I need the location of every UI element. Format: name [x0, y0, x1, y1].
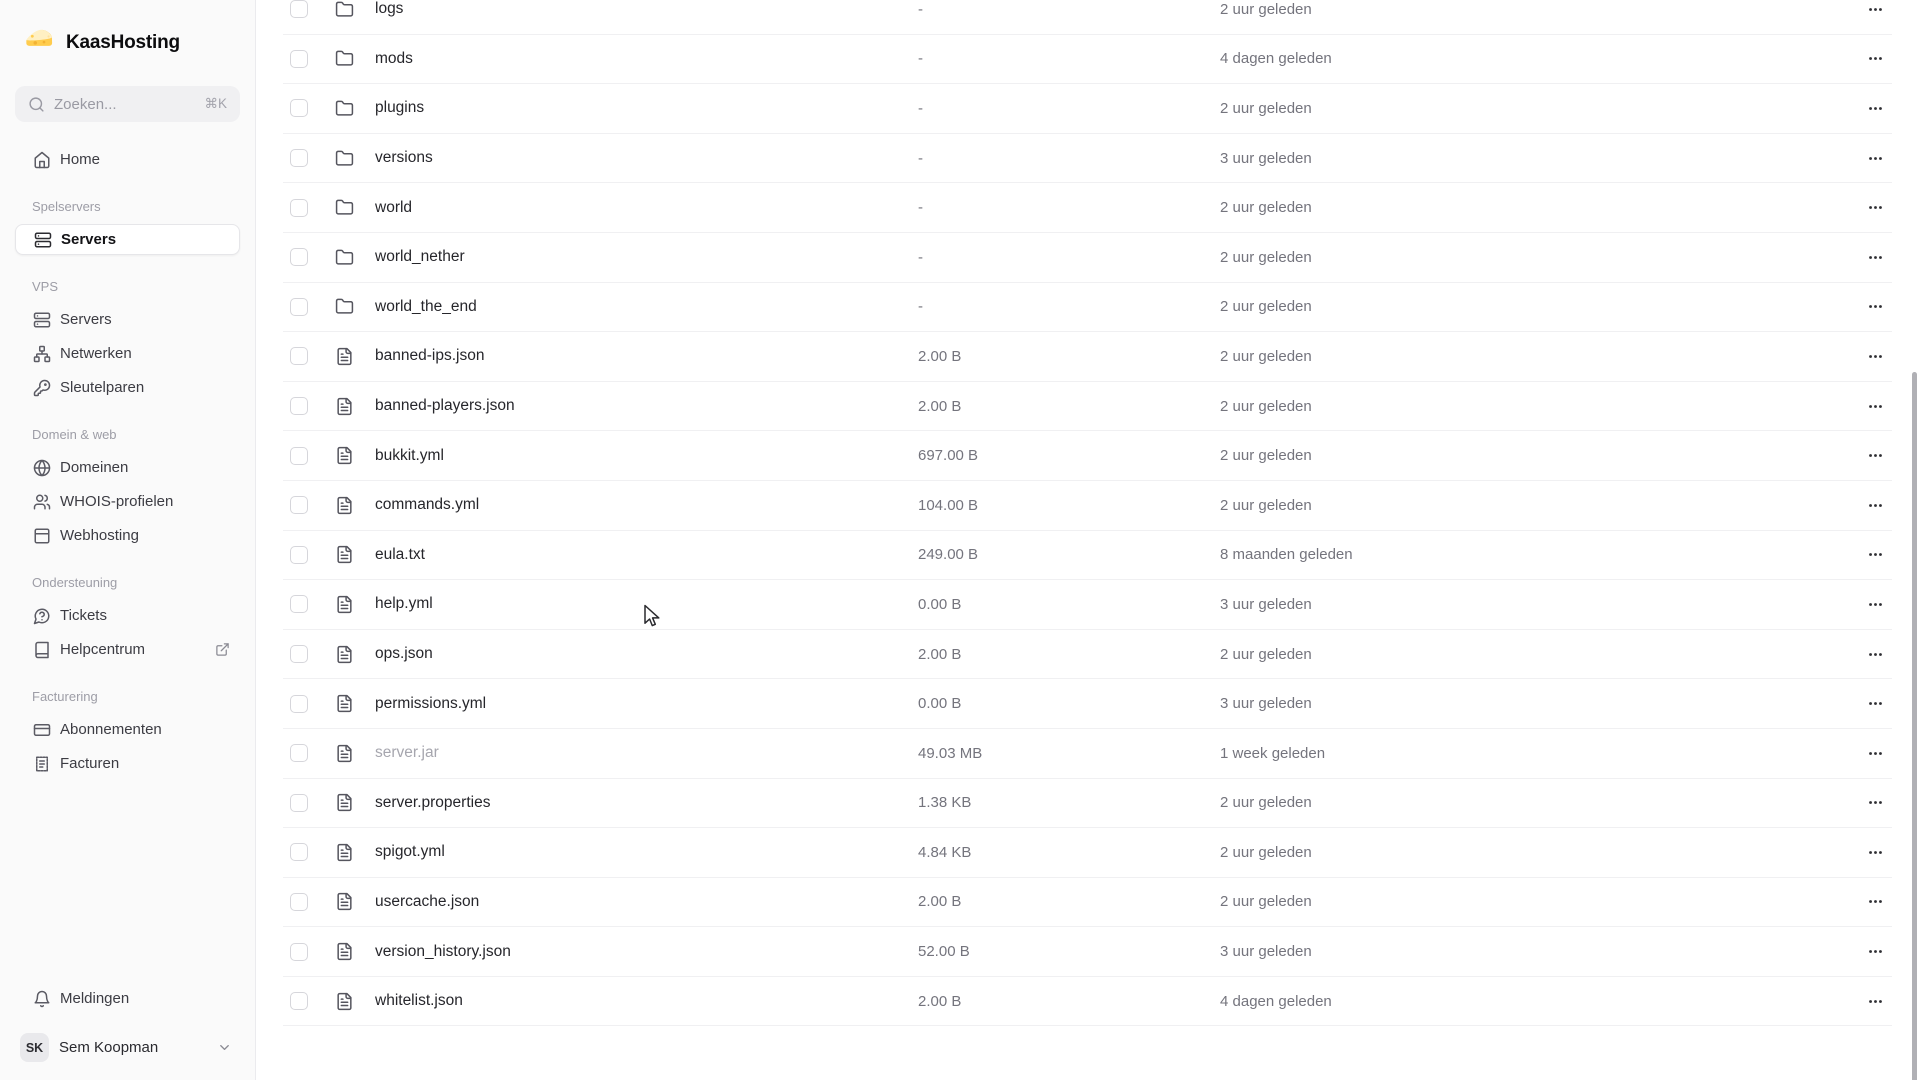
- file-size: 0.00 B: [918, 695, 962, 713]
- file-modified: 2 uur geleden: [1220, 447, 1312, 465]
- ellipsis-icon: [1867, 50, 1884, 67]
- search-input[interactable]: [15, 86, 240, 122]
- table-row: [283, 283, 1892, 333]
- row-actions-button[interactable]: [1860, 937, 1890, 967]
- chevron-down-icon: [217, 1040, 232, 1055]
- section-title-vps: VPS: [32, 279, 59, 294]
- row-checkbox[interactable]: [290, 248, 308, 266]
- cheese-logo-icon: [24, 25, 54, 60]
- file-modified: 3 uur geleden: [1220, 943, 1312, 961]
- file-modified: 3 uur geleden: [1220, 149, 1312, 167]
- credit-card-icon: [33, 721, 51, 739]
- file-name[interactable]: logs: [375, 0, 404, 18]
- row-actions-button[interactable]: [1860, 341, 1890, 371]
- sidebar-item-label: Home: [60, 151, 101, 168]
- file-size: 249.00 B: [918, 546, 979, 564]
- app-title: KaasHosting: [66, 31, 180, 53]
- file-modified: 3 uur geleden: [1220, 695, 1312, 713]
- row-checkbox[interactable]: [290, 595, 308, 613]
- row-actions-button[interactable]: [1860, 986, 1890, 1016]
- row-actions-button[interactable]: [1860, 44, 1890, 74]
- table-row: [283, 183, 1892, 233]
- table-row: [283, 382, 1892, 432]
- ellipsis-icon: [1867, 596, 1884, 613]
- external-link-icon: [215, 642, 230, 657]
- row-checkbox[interactable]: [290, 695, 308, 713]
- sidebar-nav: [0, 144, 255, 782]
- sidebar-item-vps-servers[interactable]: [15, 304, 240, 335]
- table-row: [283, 828, 1892, 878]
- row-actions-button[interactable]: [1860, 391, 1890, 421]
- file-icon: [335, 645, 354, 664]
- section-title-spelservers: Spelservers: [32, 199, 101, 214]
- file-modified: 1 week geleden: [1220, 744, 1326, 762]
- sidebar-item-label: WHOIS-profielen: [60, 493, 174, 510]
- row-actions-button[interactable]: [1860, 738, 1890, 768]
- search-shortcut: ⌘K: [204, 96, 227, 111]
- file-size: 52.00 B: [918, 943, 970, 961]
- sidebar-item-subscriptions[interactable]: [15, 714, 240, 745]
- file-modified: 2 uur geleden: [1220, 893, 1312, 911]
- file-modified: 2 uur geleden: [1220, 843, 1312, 861]
- sidebar-footer: [0, 983, 255, 1080]
- table-row: [283, 431, 1892, 481]
- file-name[interactable]: spigot.yml: [375, 843, 445, 861]
- file-modified: 4 dagen geleden: [1220, 992, 1332, 1010]
- file-modified: 3 uur geleden: [1220, 595, 1312, 613]
- row-checkbox[interactable]: [290, 99, 308, 117]
- sidebar-item-label: Sleutelparen: [60, 379, 145, 396]
- row-actions-button[interactable]: [1860, 540, 1890, 570]
- table-row: [283, 233, 1892, 283]
- row-checkbox[interactable]: [290, 992, 308, 1010]
- row-checkbox[interactable]: [290, 496, 308, 514]
- ellipsis-icon: [1867, 844, 1884, 861]
- file-name[interactable]: server.properties: [375, 793, 491, 811]
- sidebar-item-label: Servers: [60, 311, 112, 328]
- row-checkbox[interactable]: [290, 893, 308, 911]
- file-modified: 2 uur geleden: [1220, 496, 1312, 514]
- row-checkbox[interactable]: [290, 298, 308, 316]
- ellipsis-icon: [1867, 745, 1884, 762]
- sidebar-item-webhosting[interactable]: [15, 520, 240, 551]
- file-size: -: [918, 0, 923, 18]
- file-name[interactable]: ops.json: [375, 645, 433, 663]
- sidebar-item-game-servers[interactable]: [15, 224, 240, 255]
- file-name[interactable]: version_history.json: [375, 942, 511, 960]
- table-row: [283, 481, 1892, 531]
- row-actions-button[interactable]: [1860, 589, 1890, 619]
- message-question-icon: [33, 607, 51, 625]
- file-name[interactable]: versions: [375, 149, 433, 167]
- file-size: -: [918, 50, 923, 68]
- sidebar-item-label: Tickets: [60, 607, 107, 624]
- table-row: [283, 0, 1892, 35]
- sidebar-item-label: Servers: [61, 231, 117, 248]
- file-icon: [335, 496, 354, 515]
- file-name[interactable]: world_the_end: [375, 297, 477, 315]
- avatar: SK: [20, 1033, 49, 1062]
- folder-icon: [335, 0, 354, 19]
- row-actions-button[interactable]: [1860, 93, 1890, 123]
- file-name[interactable]: server.jar: [375, 744, 439, 762]
- file-size: 1.38 KB: [918, 794, 972, 812]
- row-checkbox[interactable]: [290, 149, 308, 167]
- row-checkbox[interactable]: [290, 744, 308, 762]
- table-row: [283, 531, 1892, 581]
- section-title-support: Ondersteuning: [32, 575, 118, 590]
- file-modified: 2 uur geleden: [1220, 0, 1312, 18]
- row-checkbox[interactable]: [290, 943, 308, 961]
- folder-icon: [335, 297, 354, 316]
- section-title-domains-web: Domein & web: [32, 427, 117, 442]
- file-name[interactable]: plugins: [375, 99, 425, 117]
- ellipsis-icon: [1867, 546, 1884, 563]
- globe-icon: [33, 459, 51, 477]
- file-name[interactable]: eula.txt: [375, 545, 425, 563]
- file-modified: 2 uur geleden: [1220, 397, 1312, 415]
- row-actions-button[interactable]: [1860, 788, 1890, 818]
- file-name[interactable]: usercache.json: [375, 892, 480, 910]
- ellipsis-icon: [1867, 398, 1884, 415]
- server-icon: [33, 311, 51, 329]
- row-checkbox[interactable]: [290, 794, 308, 812]
- table-row: [283, 630, 1892, 680]
- table-row: [283, 878, 1892, 928]
- file-size: 4.84 KB: [918, 843, 972, 861]
- row-checkbox[interactable]: [290, 645, 308, 663]
- table-row: [283, 927, 1892, 977]
- row-actions-button[interactable]: [1860, 193, 1890, 223]
- file-modified: 2 uur geleden: [1220, 298, 1312, 316]
- table-row: [283, 580, 1892, 630]
- row-checkbox[interactable]: [290, 397, 308, 415]
- file-icon: [335, 397, 354, 416]
- sidebar-item-label: Helpcentrum: [60, 641, 146, 658]
- file-name[interactable]: help.yml: [375, 595, 433, 613]
- file-size: 2.00 B: [918, 645, 962, 663]
- table-row: [283, 679, 1892, 729]
- sidebar-item-domains[interactable]: [15, 452, 240, 483]
- file-modified: 8 maanden geleden: [1220, 546, 1353, 564]
- row-actions-button[interactable]: [1860, 639, 1890, 669]
- receipt-icon: [33, 755, 51, 773]
- row-actions-button[interactable]: [1860, 490, 1890, 520]
- network-icon: [33, 345, 51, 363]
- folder-icon: [335, 99, 354, 118]
- ellipsis-icon: [1867, 249, 1884, 266]
- file-name[interactable]: banned-ips.json: [375, 347, 485, 365]
- sidebar-item-label: Facturen: [60, 755, 120, 772]
- row-checkbox[interactable]: [290, 0, 308, 18]
- ellipsis-icon: [1867, 199, 1884, 216]
- file-icon: [335, 793, 354, 812]
- server-icon: [34, 231, 52, 249]
- folder-icon: [335, 198, 354, 217]
- sidebar-item-label: Abonnementen: [60, 721, 162, 738]
- ellipsis-icon: [1867, 150, 1884, 167]
- file-icon: [335, 694, 354, 713]
- sidebar-item-home[interactable]: [15, 144, 240, 175]
- row-actions-button[interactable]: [1860, 143, 1890, 173]
- file-size: 2.00 B: [918, 893, 962, 911]
- file-size: -: [918, 298, 923, 316]
- ellipsis-icon: [1867, 298, 1884, 315]
- row-actions-button[interactable]: [1860, 689, 1890, 719]
- sidebar-item-networks[interactable]: [15, 338, 240, 369]
- file-icon: [335, 843, 354, 862]
- ellipsis-icon: [1867, 447, 1884, 464]
- table-row: [283, 977, 1892, 1027]
- file-size: -: [918, 248, 923, 266]
- file-name[interactable]: banned-players.json: [375, 397, 515, 415]
- file-size: 0.00 B: [918, 595, 962, 613]
- ellipsis-icon: [1867, 695, 1884, 712]
- ellipsis-icon: [1867, 943, 1884, 960]
- sidebar-item-invoices[interactable]: [15, 748, 240, 779]
- file-size: 49.03 MB: [918, 744, 983, 762]
- file-icon: [335, 942, 354, 961]
- row-checkbox[interactable]: [290, 199, 308, 217]
- sidebar-item-keypairs[interactable]: [15, 372, 240, 403]
- file-size: 697.00 B: [918, 447, 979, 465]
- file-size: -: [918, 149, 923, 167]
- user-name: Sem Koopman: [59, 1039, 159, 1056]
- sidebar-item-label: Webhosting: [60, 527, 139, 544]
- ellipsis-icon: [1867, 993, 1884, 1010]
- file-size: 104.00 B: [918, 496, 979, 514]
- file-name[interactable]: world: [375, 198, 413, 216]
- file-icon: [335, 992, 354, 1011]
- user-menu[interactable]: [15, 1033, 240, 1062]
- file-modified: 4 dagen geleden: [1220, 50, 1332, 68]
- file-icon: [335, 892, 354, 911]
- row-actions-button[interactable]: [1860, 837, 1890, 867]
- row-checkbox[interactable]: [290, 50, 308, 68]
- file-name[interactable]: mods: [375, 49, 413, 67]
- file-size: -: [918, 99, 923, 117]
- file-size: 2.00 B: [918, 347, 962, 365]
- home-icon: [33, 151, 51, 169]
- table-row: [283, 779, 1892, 829]
- row-actions-button[interactable]: [1860, 292, 1890, 322]
- book-icon: [33, 641, 51, 659]
- folder-icon: [335, 248, 354, 267]
- sidebar: [0, 0, 256, 1080]
- file-icon: [335, 595, 354, 614]
- row-checkbox[interactable]: [290, 447, 308, 465]
- search-icon: [28, 96, 45, 113]
- section-title-billing: Facturering: [32, 689, 98, 704]
- row-actions-button[interactable]: [1860, 441, 1890, 471]
- file-icon: [335, 446, 354, 465]
- row-checkbox[interactable]: [290, 843, 308, 861]
- ellipsis-icon: [1867, 348, 1884, 365]
- notifications-label: Meldingen: [60, 990, 130, 1007]
- ellipsis-icon: [1867, 646, 1884, 663]
- file-modified: 2 uur geleden: [1220, 248, 1312, 266]
- notifications-button[interactable]: [15, 983, 240, 1014]
- file-icon: [335, 545, 354, 564]
- folder-icon: [335, 149, 354, 168]
- row-actions-button[interactable]: [1860, 887, 1890, 917]
- file-name[interactable]: commands.yml: [375, 496, 480, 514]
- users-icon: [33, 493, 51, 511]
- ellipsis-icon: [1867, 893, 1884, 910]
- file-modified: 2 uur geleden: [1220, 645, 1312, 663]
- key-icon: [33, 379, 51, 397]
- sidebar-item-tickets[interactable]: [15, 600, 240, 631]
- file-size: 2.00 B: [918, 397, 962, 415]
- file-size: -: [918, 199, 923, 217]
- brand: [24, 25, 240, 60]
- ellipsis-icon: [1867, 100, 1884, 117]
- row-checkbox[interactable]: [290, 546, 308, 564]
- folder-icon: [335, 49, 354, 68]
- file-modified: 2 uur geleden: [1220, 199, 1312, 217]
- panel-top-icon: [33, 527, 51, 545]
- table-row: [283, 729, 1892, 779]
- row-actions-button[interactable]: [1860, 242, 1890, 272]
- ellipsis-icon: [1867, 794, 1884, 811]
- row-actions-button[interactable]: [1860, 0, 1890, 24]
- file-name[interactable]: permissions.yml: [375, 694, 487, 712]
- file-name[interactable]: bukkit.yml: [375, 446, 444, 464]
- sidebar-item-label: Domeinen: [60, 459, 129, 476]
- table-row: [283, 134, 1892, 184]
- ellipsis-icon: [1867, 1, 1884, 18]
- file-manager: [256, 0, 1920, 1080]
- ellipsis-icon: [1867, 497, 1884, 514]
- table-row: [283, 332, 1892, 382]
- file-modified: 2 uur geleden: [1220, 347, 1312, 365]
- bell-icon: [33, 990, 51, 1008]
- file-icon: [335, 347, 354, 366]
- file-icon: [335, 744, 354, 763]
- table-row: [283, 35, 1892, 85]
- file-name[interactable]: whitelist.json: [375, 992, 463, 1010]
- row-checkbox[interactable]: [290, 347, 308, 365]
- sidebar-item-label: Netwerken: [60, 345, 132, 362]
- table-row: [283, 84, 1892, 134]
- scrollbar[interactable]: [1912, 372, 1917, 1080]
- sidebar-item-whois-profiles[interactable]: [15, 486, 240, 517]
- file-name[interactable]: world_nether: [375, 248, 465, 266]
- file-modified: 2 uur geleden: [1220, 99, 1312, 117]
- file-table: [283, 0, 1892, 1026]
- sidebar-item-helpcenter[interactable]: [15, 634, 240, 665]
- file-size: 2.00 B: [918, 992, 962, 1010]
- search-placeholder: Zoeken...: [54, 95, 117, 113]
- file-modified: 2 uur geleden: [1220, 794, 1312, 812]
